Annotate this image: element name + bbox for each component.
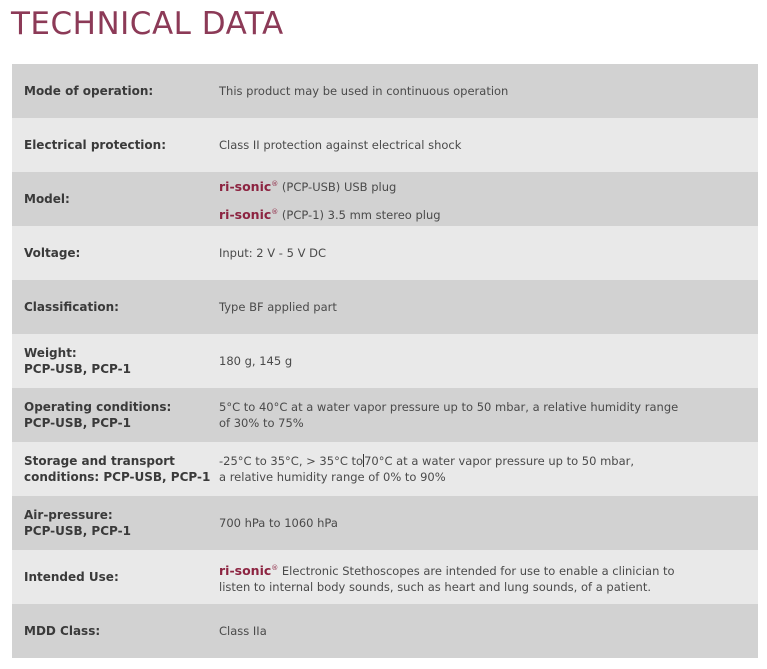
brand-logo: ri-sonic® xyxy=(219,206,279,222)
model-stereo: ri-sonic® (PCP-1) 3.5 mm stereo plug xyxy=(219,206,441,222)
table-row-electrical-protection xyxy=(12,118,758,172)
table-row-mdd-class xyxy=(12,604,758,658)
row-label: Operating conditions: PCP-USB, PCP-1 xyxy=(24,400,172,430)
table-row-voltage xyxy=(12,226,758,280)
table-row-operating-conditions xyxy=(12,388,758,442)
page-title: TECHNICAL DATA xyxy=(11,6,284,42)
table-row-weight xyxy=(12,334,758,388)
brand-logo: ri-sonic® xyxy=(219,178,279,194)
table-row-storage-transport xyxy=(12,442,758,496)
row-label: Intended Use: xyxy=(24,570,119,584)
row-label: Mode of operation: xyxy=(24,84,154,98)
table-row-mode-of-operation xyxy=(12,64,758,118)
row-label: MDD Class: xyxy=(24,624,101,638)
row-label: Air-pressure: PCP-USB, PCP-1 xyxy=(24,508,131,538)
row-value: 5°C to 40°C at a water vapor pressure up to 50 mbar, a relative humidity range of 30% to 75% xyxy=(219,400,679,430)
row-label: Electrical protection: xyxy=(24,138,167,152)
model-usb: ri-sonic® (PCP-USB) USB plug xyxy=(219,178,397,194)
brand-logo: ri-sonic® xyxy=(219,562,279,578)
table-row-intended-use xyxy=(12,550,758,604)
row-value xyxy=(207,176,758,223)
row-label: Weight: PCP-USB, PCP-1 xyxy=(24,346,131,376)
row-value: This product may be used in continuous operation xyxy=(219,84,509,98)
row-value: Input: 2 V - 5 V DC xyxy=(219,246,326,260)
row-value: Class II protection against electrical shock xyxy=(219,138,462,152)
row-label: Voltage: xyxy=(24,246,81,260)
row-value: -25°C to 35°C, > 35°C to70°C at a water vapor pressure up to 50 mbar, a relative humidity range of 0% to 90% xyxy=(219,454,635,484)
table-row-air-pressure xyxy=(12,496,758,550)
row-value: 180 g, 145 g xyxy=(219,354,293,368)
row-label: Model: xyxy=(24,192,70,206)
row-value: ri-sonic® Electronic Stethoscopes are intended for use to enable a clinician to listen to internal body sounds, such as heart and lung sounds, of a patient. xyxy=(219,562,675,594)
row-label: Storage and transport conditions: PCP-USB, PCP-1 xyxy=(24,454,211,484)
technical-data-table xyxy=(12,64,758,658)
row-value: Class IIa xyxy=(219,624,267,638)
row-value: Type BF applied part xyxy=(219,300,337,314)
row-value: 700 hPa to 1060 hPa xyxy=(219,516,338,530)
row-label: Classification: xyxy=(24,300,119,314)
table-row-classification xyxy=(12,280,758,334)
table-row-model xyxy=(12,172,758,226)
